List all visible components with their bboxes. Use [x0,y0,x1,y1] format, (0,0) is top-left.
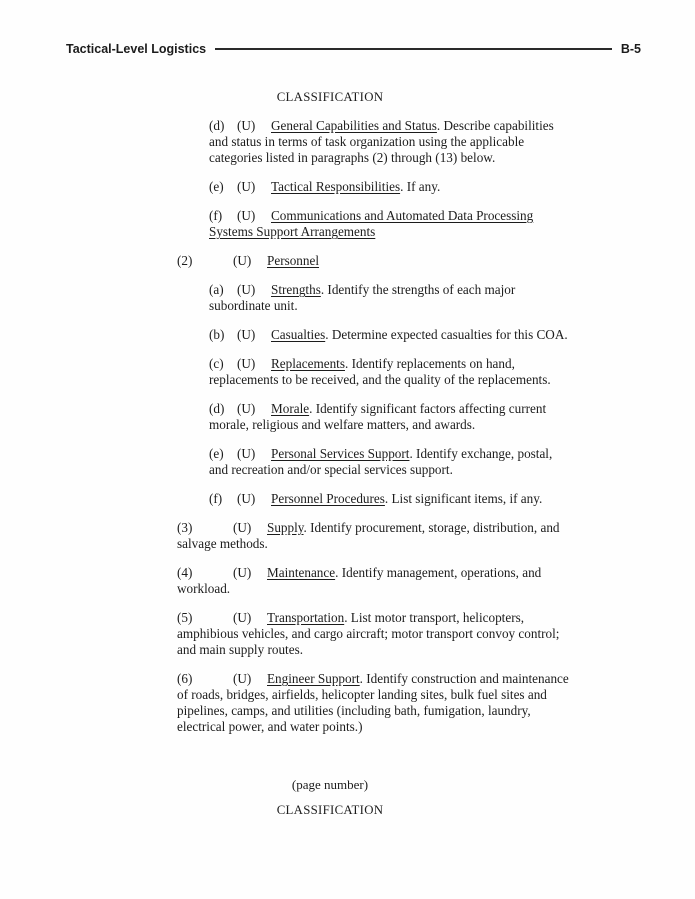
para-label: (5) [177,610,193,625]
para-text: . Describe capabilities and status in terms of task organization using the applicable categories listed in paragraphs (2) through (13) below. [209,118,554,165]
para-label: (2) [177,253,193,268]
para-classification-mark: (U) [233,253,252,268]
para-classification-mark: (U) [233,610,252,625]
para-title: Personnel [267,253,320,268]
para-title: Tactical Responsibilities [271,179,401,194]
para-label: (6) [177,671,193,686]
body-paragraph [177,565,571,597]
para-title: Communications and Automated Data Processing Systems Support Arrangements [209,208,534,239]
body-paragraph [209,446,571,478]
para-title: Engineer Support [267,671,360,686]
para-classification-mark: (U) [237,446,256,461]
page-number-placeholder: (page number) [291,777,369,792]
para-label: (f) [209,208,223,223]
para-title: Supply [267,520,304,535]
para-text: . Identify exchange, postal, and recreation and/or special services support. [209,446,553,477]
body-paragraph [209,491,571,507]
page-header [66,42,641,56]
para-label: (d) [209,401,225,416]
body-paragraph [177,671,571,735]
body-paragraph [177,610,571,658]
header-rule [215,48,612,50]
para-text: . Identify significant factors affecting current morale, religious and welfare matters, and awards. [209,401,547,432]
para-label: (a) [209,282,224,297]
body-paragraph [209,282,571,314]
classification-banner-bottom: CLASSIFICATION [276,803,384,817]
para-classification-mark: (U) [237,327,256,342]
body-paragraph [209,401,571,433]
document-footer [0,777,660,818]
para-label: (f) [209,491,223,506]
para-text: . Identify the strengths of each major subordinate unit. [209,282,516,313]
para-title: Casualties [271,327,326,342]
para-title: Strengths [271,282,321,297]
para-text: . If any. [400,179,441,194]
para-text: . List significant items, if any. [384,491,543,506]
para-classification-mark: (U) [237,401,256,416]
body-paragraph [209,179,571,195]
para-title: Personal Services Support [271,446,410,461]
para-classification-mark: (U) [237,118,256,133]
para-classification-mark: (U) [237,356,256,371]
para-text: . Identify construction and maintenance of roads, bridges, airfields, helicopter landing sites, bulk fuel sites and pipelines, camps, and utilities (including bath, fumigation, laundry, electrical power, and water points.) [177,671,569,734]
para-classification-mark: (U) [237,282,256,297]
body-paragraph [209,208,571,240]
para-label: (4) [177,565,193,580]
para-classification-mark: (U) [237,491,256,506]
header-page-ref: B-5 [620,42,641,56]
para-text: . Determine expected casualties for this COA. [325,327,568,342]
para-label: (e) [209,446,224,461]
para-label: (c) [209,356,224,371]
para-classification-mark: (U) [237,179,256,194]
para-title: Replacements [271,356,345,371]
body-paragraph [209,118,571,166]
para-classification-mark: (U) [233,520,252,535]
para-title: Maintenance [267,565,336,580]
header-title: Tactical-Level Logistics [66,42,207,56]
classification-banner-top: CLASSIFICATION [276,90,384,104]
para-title: Personnel Procedures [271,491,385,506]
para-classification-mark: (U) [233,565,252,580]
para-text: . Identify procurement, storage, distribution, and salvage methods. [177,520,560,551]
para-label: (b) [209,327,225,342]
para-title: General Capabilities and Status [271,118,437,133]
para-classification-mark: (U) [233,671,252,686]
document-body [177,118,571,748]
para-label: (d) [209,118,225,133]
para-classification-mark: (U) [237,208,256,223]
para-label: (3) [177,520,193,535]
body-paragraph [177,253,571,269]
body-paragraph [177,520,571,552]
para-text: . Identify replacements on hand, replacements to be received, and the quality of the replacements. [209,356,551,387]
body-paragraph [209,356,571,388]
para-text: . Identify management, operations, and workload. [177,565,542,596]
para-title: Transportation [267,610,345,625]
body-paragraph [209,327,571,343]
para-label: (e) [209,179,224,194]
para-text: . List motor transport, helicopters, amphibious vehicles, and cargo aircraft; motor transport convoy control; and main supply routes. [177,610,560,657]
para-title: Morale [271,401,310,416]
